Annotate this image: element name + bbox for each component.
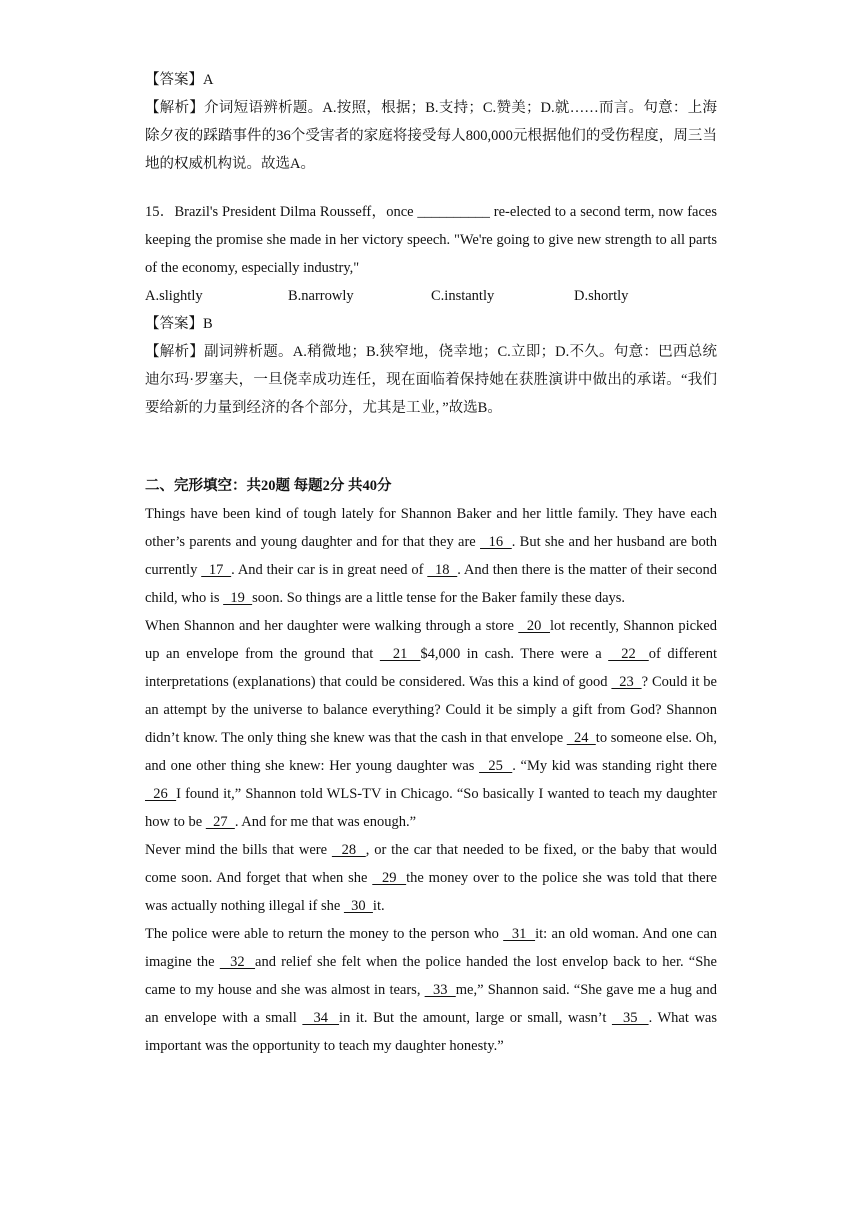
cloze-blank-29: 29 [372,870,407,886]
cloze-blank-16: 16 [480,534,512,550]
q15-answer: 【答案】B [145,316,213,332]
cloze-blank-20: 20 [518,618,550,634]
q15-analysis: 【解析】副词辨析题。A.稍微地；B.狭窄地，侥幸地；C.立即；D.不久。句意：巴西总统迪尔玛·罗塞夫，一旦侥幸成功连任，现在面临着保持她在获胜演讲中做出的承诺。“我们要给新的力量到经济的各个部分，尤其是工业，”故选B。 [145,344,717,416]
cloze-blank-35: 35 [611,1010,649,1026]
q15-options [145,282,717,310]
cloze-blank-27: 27 [205,814,235,830]
cloze-blank-26: 26 [145,786,177,802]
cloze-blank-30: 30 [343,898,373,914]
document-page [145,66,717,1060]
cloze-blank-22: 22 [608,646,649,662]
spacer [145,422,717,472]
cloze-blank-18: 18 [427,562,458,578]
cloze-paragraph-2: When Shannon and her daughter were walking through a store 20 lot recently, Shannon picked up an envelope from the ground that 21 $4,000 in cash. There were a 22 of different interpretations (explanations) that could be considered. Was this a kind of good 23 ? Could it be an attempt by the universe to balance everything? Could it be simply a gift from God? Shannon didn’t know. The only thing she knew was that the cash in that envelope 24 to someone else. Oh, and one other thing she knew: Her young daughter was 25 . “My kid was standing right there 26 I found it,” Shannon told WLS-TV in Chicago. “So basically I wanted to teach my daughter how to be 27 . And for me that was enough.” [145,618,718,830]
cloze-paragraph-4: The police were able to return the money to the person who 31 it: an old woman. And one can imagine the 32 and relief she felt when the police handed the lost envelop back to her. “She came to my house and she was almost in tears, 33 me,” Shannon said. “She gave me a hug and an envelope with a small 34 in it. But the amount, large or small, wasn’t 35 . What was important was the opportunity to teach my daughter honesty.” [145,926,718,1054]
cloze-paragraph-1: Things have been kind of tough lately for Shannon Baker and her little family. They have each other’s parents and young daughter and for that they are 16 . But she and her husband are both currently 17 . And their car is in great need of 18 . And then there is the matter of their second child, who is 19 soon. So things are a little tense for the Baker family these days. [145,506,718,606]
cloze-blank-23: 23 [611,674,642,690]
cloze-blank-34: 34 [302,1010,340,1026]
q15-option-d: D.shortly [574,288,629,304]
cloze-blank-28: 28 [331,842,366,858]
cloze-blank-19: 19 [223,590,253,606]
cloze-blank-21: 21 [379,646,421,662]
cloze-blank-17: 17 [201,562,232,578]
cloze-blank-32: 32 [219,954,256,970]
cloze-blank-24: 24 [566,730,596,746]
q15-option-a: A.slightly [145,288,203,304]
q15-option-c: C.instantly [431,288,495,304]
spacer [145,178,717,198]
cloze-paragraph-3: Never mind the bills that were 28 , or the car that needed to be fixed, or the baby that would come soon. And forget that when she 29 the money over to the police she was told that there was actually nothing illegal if she 30 it. [145,842,717,914]
cloze-blank-31: 31 [503,926,536,942]
q14-answer: 【答案】A [145,72,214,88]
q15-option-b: B.narrowly [288,288,354,304]
q14-analysis: 【解析】介词短语辨析题。A.按照，根据；B.支持；C.赞美；D.就……而言。句意：上海除夕夜的踩踏事件的36个受害者的家庭将接受每人800,000元根据他们的受伤程度，周三当地的权威机构说。故选A。 [145,100,717,172]
q15-stem: 15．Brazil's President Dilma Rousseff，once __________ re-elected to a second term, now faces keeping the promise she made in her victory speech. "We're going to give new strength to all parts of the economy, especially industry," [145,204,717,276]
cloze-blank-25: 25 [479,758,513,774]
section-heading: 二、完形填空：共20题 每题2分 共40分 [145,478,392,494]
cloze-blank-33: 33 [424,982,456,998]
